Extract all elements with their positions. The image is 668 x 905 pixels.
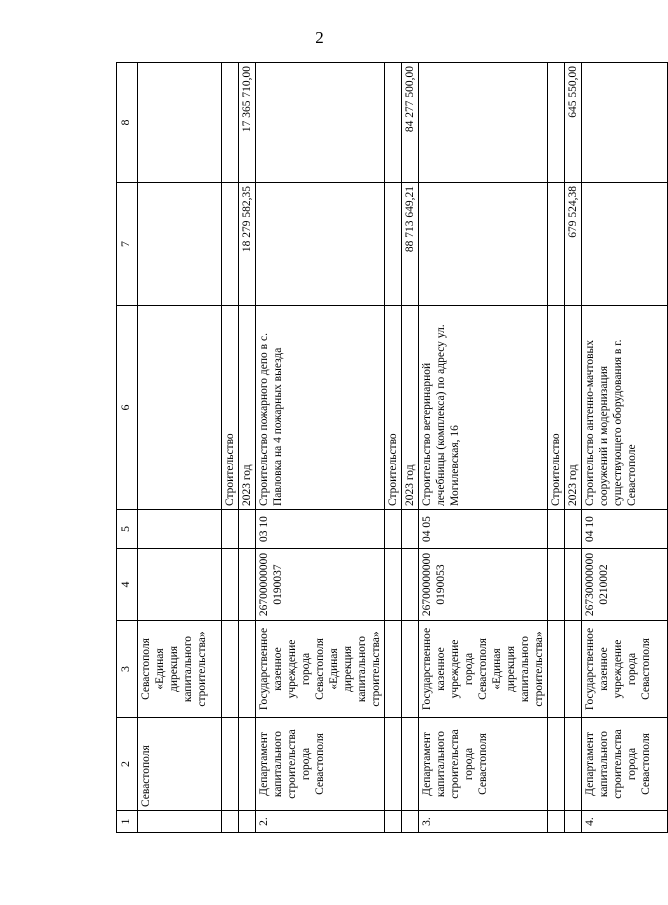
table-row (582, 63, 668, 833)
dept-cell: Департамент капитального строительства города Севастополя (256, 718, 385, 811)
page-number: 2 (315, 28, 324, 47)
col-header-4: 4 (117, 549, 138, 621)
row-number: 4. (582, 811, 668, 833)
header-row (117, 63, 138, 833)
cont-dept-cell: Севастополя (138, 718, 222, 811)
object-name-cell: Строительство ветеринарной лечебницы (комплекса) по адресу ул. Могилевская, 16 (419, 306, 548, 510)
col-header-5: 5 (117, 510, 138, 549)
amount-cell: 18 279 582,35 (239, 183, 256, 306)
col-header-3: 3 (117, 621, 138, 718)
table-row (402, 63, 419, 833)
col-header-1: 1 (117, 811, 138, 833)
inst-cell: Государственное казенное учреждение города Севастополя (582, 621, 668, 718)
year-cell: 2023 год (565, 306, 582, 510)
type-cell: Строительство (222, 306, 239, 510)
table-row (222, 63, 239, 833)
section-cell: 03 10 (256, 510, 385, 549)
section-cell: 04 10 (582, 510, 668, 549)
object-name-cell: Строительство антенно-мачтовых сооружений и модернизация существующего оборудования в г. Севастополе (582, 306, 668, 510)
cont-inst-cell: Севастополя «Единая дирекция капитального строительства» (138, 621, 222, 718)
dept-cell: Департамент капитального строительства города Севастополя (419, 718, 548, 811)
table-row (565, 63, 582, 833)
amount-cell: 88 713 649,21 (402, 183, 419, 306)
amount-cell: 645 550,00 (565, 63, 582, 183)
object-name-cell: Строительство пожарного депо в с. Павловка на 4 пожарных выезда (256, 306, 385, 510)
section-cell: 04 05 (419, 510, 548, 549)
year-cell: 2023 год (402, 306, 419, 510)
row-number: 2. (256, 811, 385, 833)
amount-cell: 679 524,38 (565, 183, 582, 306)
code-cell: 26700000000 0190037 (256, 549, 385, 621)
year-cell: 2023 год (239, 306, 256, 510)
col-header-7: 7 (117, 183, 138, 306)
inst-cell: Государственное казенное учреждение города Севастополя «Единая дирекция капитального строительства» (419, 621, 548, 718)
code-cell: 26700000000 0190053 (419, 549, 548, 621)
table-row (239, 63, 256, 833)
table-row (419, 63, 548, 833)
col-header-6: 6 (117, 306, 138, 510)
col-header-2: 2 (117, 718, 138, 811)
rotated-table-frame (116, 63, 652, 833)
amount-cell: 84 277 500,00 (402, 63, 419, 183)
objects-table (116, 62, 668, 833)
dept-cell: Департамент капитального строительства города Севастополя (582, 718, 668, 811)
table-row (138, 63, 222, 833)
type-cell: Строительство (548, 306, 565, 510)
code-cell: 26730000000 0210002 (582, 549, 668, 621)
type-cell: Строительство (385, 306, 402, 510)
amount-cell: 17 365 710,00 (239, 63, 256, 183)
inst-cell: Государственное казенное учреждение города Севастополя «Единая дирекция капитального строительства» (256, 621, 385, 718)
table-row (256, 63, 385, 833)
col-header-8: 8 (117, 63, 138, 183)
row-number: 3. (419, 811, 548, 833)
table-row (385, 63, 402, 833)
table-row (548, 63, 565, 833)
